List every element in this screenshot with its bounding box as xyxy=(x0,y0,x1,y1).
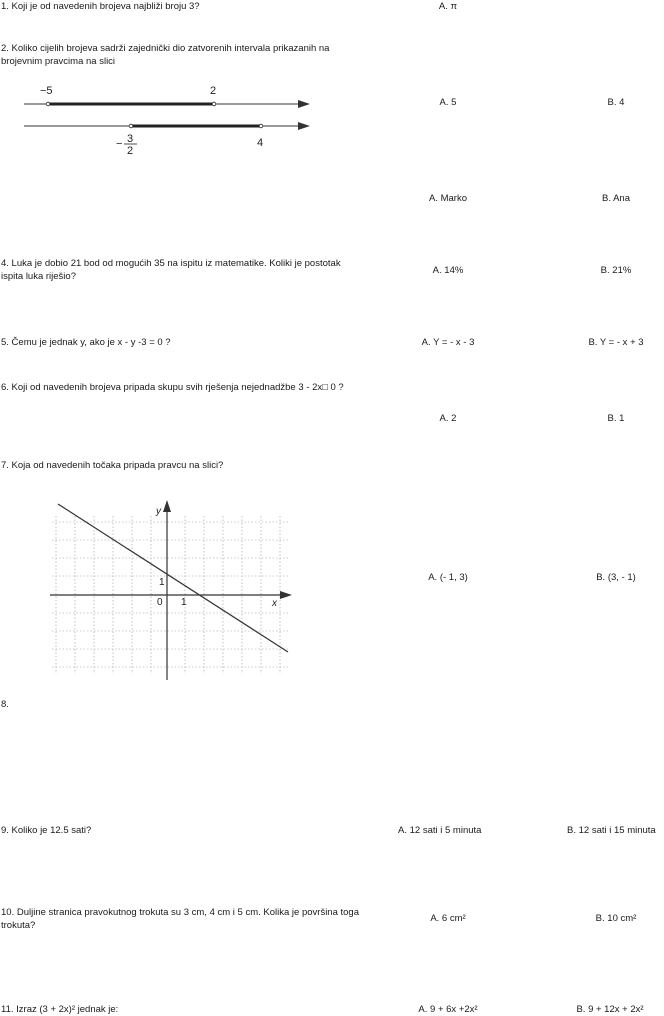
line-1-left-label: −5 xyxy=(40,85,53,97)
question-6-answer-a[interactable]: A. 2 xyxy=(439,413,457,424)
question-11-text: 11. Izraz (3 + 2x)² jednak je: xyxy=(1,1004,119,1015)
interval-2-right-point xyxy=(259,124,263,128)
question-5-answer-a[interactable]: A. Y = - x - 3 xyxy=(421,337,475,348)
question-2-text: 2. Koliko cijelih brojeva sadrži zajednički dio zatvorenih intervala prikazanih na brojevnim pravcima na slici xyxy=(1,43,330,67)
x-axis-arrow xyxy=(280,591,292,599)
question-11-answer-a[interactable]: A. 9 + 6x +2x² xyxy=(418,1004,478,1015)
x-tick-label: 1 xyxy=(181,597,187,608)
interval-1-right-point xyxy=(212,102,216,106)
question-1-answer-a[interactable]: A. π xyxy=(438,1,458,12)
question-6-text: 6. Koji od navedenih brojeva pripada skupu svih rješenja nejednadžbe 3 - 2x□ 0 ? xyxy=(1,382,344,393)
line-2-right-label: 4 xyxy=(257,137,264,149)
question-3-answer-b[interactable]: B. Ana xyxy=(602,193,630,204)
question-8-text: 8. xyxy=(1,699,9,710)
question-5-text: 5. Čemu je jednak y, ako je x - y -3 = 0 ? xyxy=(1,337,171,348)
question-10-text: 10. Duljine stranica pravokutnog trokuta su 3 cm, 4 cm i 5 cm. Kolika je površina toga trokuta? xyxy=(1,907,360,931)
interval-2-left-point xyxy=(129,124,133,128)
question-11-answer-b[interactable]: B. 9 + 12x + 2x² xyxy=(576,1004,644,1015)
question-4-text: 4. Luka je dobio 21 bod od mogućih 35 na ispitu iz matematike. Koliki je postotak ispita luka riješio? xyxy=(1,258,341,282)
line-1-right-label: 2 xyxy=(210,85,217,97)
line-2-left-denominator: 2 xyxy=(127,145,134,157)
question-7-answer-a[interactable]: A. (- 1, 3) xyxy=(428,572,468,583)
y-axis-arrow xyxy=(163,500,171,512)
line-2-left-numerator: 3 xyxy=(127,133,134,145)
coordinate-graph xyxy=(48,496,298,686)
graph-line xyxy=(58,504,288,652)
question-2-answer-a[interactable]: A. 5 xyxy=(439,97,457,108)
question-10-answer-a[interactable]: A. 6 cm² xyxy=(430,913,466,924)
question-9-answer-b[interactable]: B. 12 sati i 15 minuta xyxy=(567,825,656,836)
origin-label: 0 xyxy=(157,597,163,608)
question-9-text: 9. Koliko je 12.5 sati? xyxy=(1,825,92,836)
interval-1-left-point xyxy=(46,102,50,106)
question-10-answer-b[interactable]: B. 10 cm² xyxy=(595,913,637,924)
x-axis-label: x xyxy=(272,598,277,609)
question-9-answer-a[interactable]: A. 12 sati i 5 minuta xyxy=(398,825,482,836)
number-line-1-arrow xyxy=(298,100,310,108)
y-axis-label: y xyxy=(156,506,161,517)
question-4-answer-a[interactable]: A. 14% xyxy=(432,265,464,276)
question-7-text: 7. Koja od navedenih točaka pripada pravcu na slici? xyxy=(1,460,224,471)
number-lines-figure xyxy=(20,80,320,160)
question-7-answer-b[interactable]: B. (3, - 1) xyxy=(596,572,636,583)
question-4-answer-b[interactable]: B. 21% xyxy=(600,265,632,276)
question-1-text: 1. Koji je od navedenih brojeva najbliži broju 3? xyxy=(1,1,200,12)
question-5-answer-b[interactable]: B. Y = - x + 3 xyxy=(588,337,644,348)
question-6-answer-b[interactable]: B. 1 xyxy=(607,413,625,424)
y-tick-label: 1 xyxy=(159,577,165,588)
number-line-2-arrow xyxy=(298,122,310,130)
line-2-left-sign: − xyxy=(116,138,123,150)
question-3-answer-a[interactable]: A. Marko xyxy=(428,193,467,204)
question-2-answer-b[interactable]: B. 4 xyxy=(607,97,625,108)
